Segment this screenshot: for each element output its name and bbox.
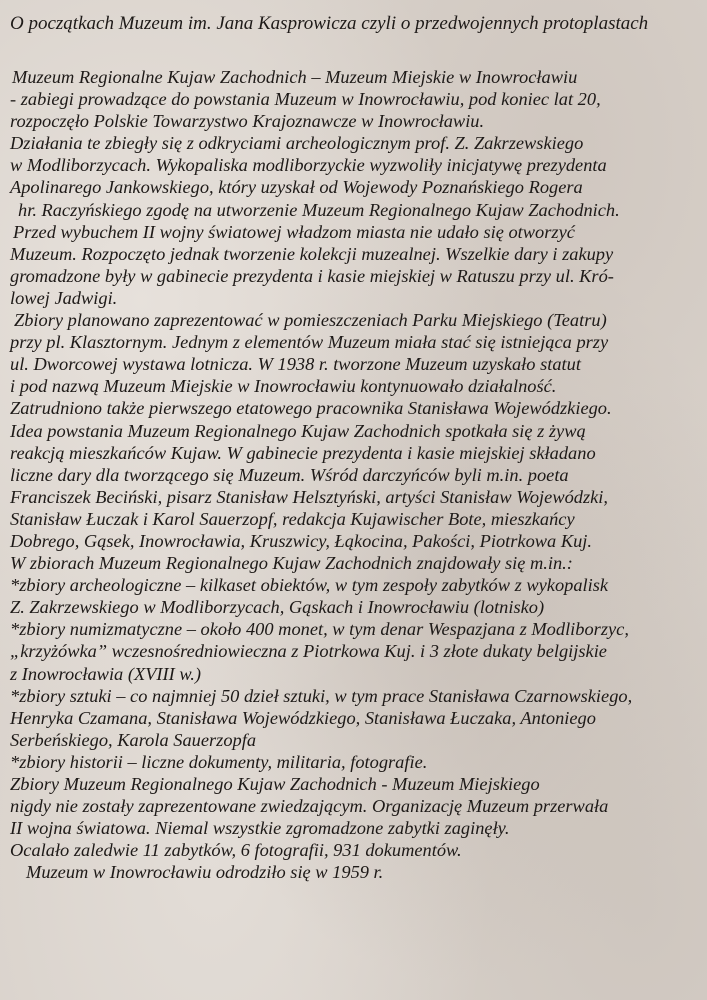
text-line: W zbiorach Muzeum Regionalnego Kujaw Zachodnich znajdowały się m.in.: [10, 553, 573, 574]
text-line: Apolinarego Jankowskiego, który uzyskał od Wojewody Poznańskiego Rogera [10, 177, 583, 198]
text-line: II wojna światowa. Niemal wszystkie zgromadzone zabytki zaginęły. [10, 818, 510, 839]
text-line: Muzeum. Rozpoczęto jednak tworzenie kolekcji muzealnej. Wszelkie dary i zakupy [10, 243, 614, 264]
text-line: *zbiory numizmatyczne – około 400 monet, w tym denar Wespazjana z Modliborzyc, [10, 619, 629, 640]
text-line: Muzeum w Inowrocławiu odrodziło się w 1959 r. [26, 862, 384, 883]
text-line: Stanisław Łuczak i Karol Sauerzopf, redakcja Kujawischer Bote, mieszkańcy [10, 508, 575, 529]
text-line: hr. Raczyńskiego zgodę na utworzenie Muzeum Regionalnego Kujaw Zachodnich. [18, 199, 620, 220]
text-line: nigdy nie zostały zaprezentowane zwiedzającym. Organizację Muzeum przerwała [10, 796, 609, 817]
text-line: Idea powstania Muzeum Regionalnego Kujaw Zachodnich spotkała się z żywą [10, 420, 586, 441]
text-line: Działania te zbiegły się z odkryciami archeologicznym prof. Z. Zakrzewskiego [10, 133, 584, 154]
document-title: O początkach Muzeum im. Jana Kasprowicza czyli o przedwojennych protoplastach [10, 13, 649, 34]
text-line: Zbiory planowano zaprezentować w pomieszczeniach Parku Miejskiego (Teatru) [14, 310, 607, 331]
text-line: gromadzone były w gabinecie prezydenta i kasie miejskiej w Ratuszu przy ul. Kró- [10, 265, 614, 286]
text-line: Zbiory Muzeum Regionalnego Kujaw Zachodnich - Muzeum Miejskiego [10, 774, 540, 794]
text-line: rozpoczęło Polskie Towarzystwo Krajoznawcze w Inowrocławiu. [10, 111, 485, 132]
text-line: ul. Dworcowej wystawa lotnicza. W 1938 r. tworzone Muzeum uzyskało statut [10, 354, 581, 375]
text-line: przy pl. Klasztornym. Jednym z elementów Muzeum miała stać się istniejąca przy [10, 332, 609, 353]
text-line: i pod nazwą Muzeum Miejskie w Inowrocławiu kontynuowało działalność. [10, 376, 557, 397]
text-line: z Inowrocławia (XVIII w.) [10, 663, 202, 684]
text-line: *zbiory sztuki – co najmniej 50 dzieł sztuki, w tym prace Stanisława Czarnowskiego, [10, 685, 633, 706]
text-line: Muzeum Regionalne Kujaw Zachodnich – Muzeum Miejskie w Inowrocławiu [12, 67, 578, 87]
text-line: lowej Jadwigi. [10, 287, 118, 308]
text-line: liczne dary dla tworzącego się Muzeum. Wśród darczyńców byli m.in. poeta [10, 464, 569, 485]
document-body [0, 66, 707, 883]
text-line: Franciszek Beciński, pisarz Stanisław Helsztyński, artyści Stanisław Wojewódzki, [10, 486, 609, 507]
text-line: Z. Zakrzewskiego w Modliborzycach, Gąskach i Inowrocławiu (lotnisko) [10, 597, 545, 618]
text-line: Ocalało zaledwie 11 zabytków, 6 fotografii, 931 dokumentów. [10, 840, 462, 861]
text-line: *zbiory historii – liczne dokumenty, militaria, fotografie. [10, 751, 428, 772]
text-line: Dobrego, Gąsek, Inowrocławia, Kruszwicy, Łąkocina, Pakości, Piotrkowa Kuj. [10, 530, 592, 551]
text-line: *zbiory archeologiczne – kilkaset obiektów, w tym zespoły zabytków z wykopalisk [10, 575, 609, 596]
text-line: reakcją mieszkańców Kujaw. W gabinecie prezydenta i kasie miejskiej składano [10, 442, 596, 463]
text-line: - zabiegi prowadzące do powstania Muzeum w Inowrocławiu, pod koniec lat 20, [10, 89, 601, 110]
text-line: Przed wybuchem II wojny światowej władzom miasta nie udało się otworzyć [13, 221, 575, 242]
text-line: Henryka Czamana, Stanisława Wojewódzkiego, Stanisława Łuczaka, Antoniego [10, 707, 596, 728]
text-line: Serbeńskiego, Karola Sauerzopfa [10, 729, 257, 750]
text-line: w Modliborzycach. Wykopaliska modliborzyckie wyzwoliły inicjatywę prezydenta [10, 155, 607, 176]
text-line: „krzyżówka” wczesnośredniowieczna z Piotrkowa Kuj. i 3 złote dukaty belgijskie [10, 641, 607, 662]
text-line: Zatrudniono także pierwszego etatowego pracownika Stanisława Wojewódzkiego. [10, 398, 612, 419]
